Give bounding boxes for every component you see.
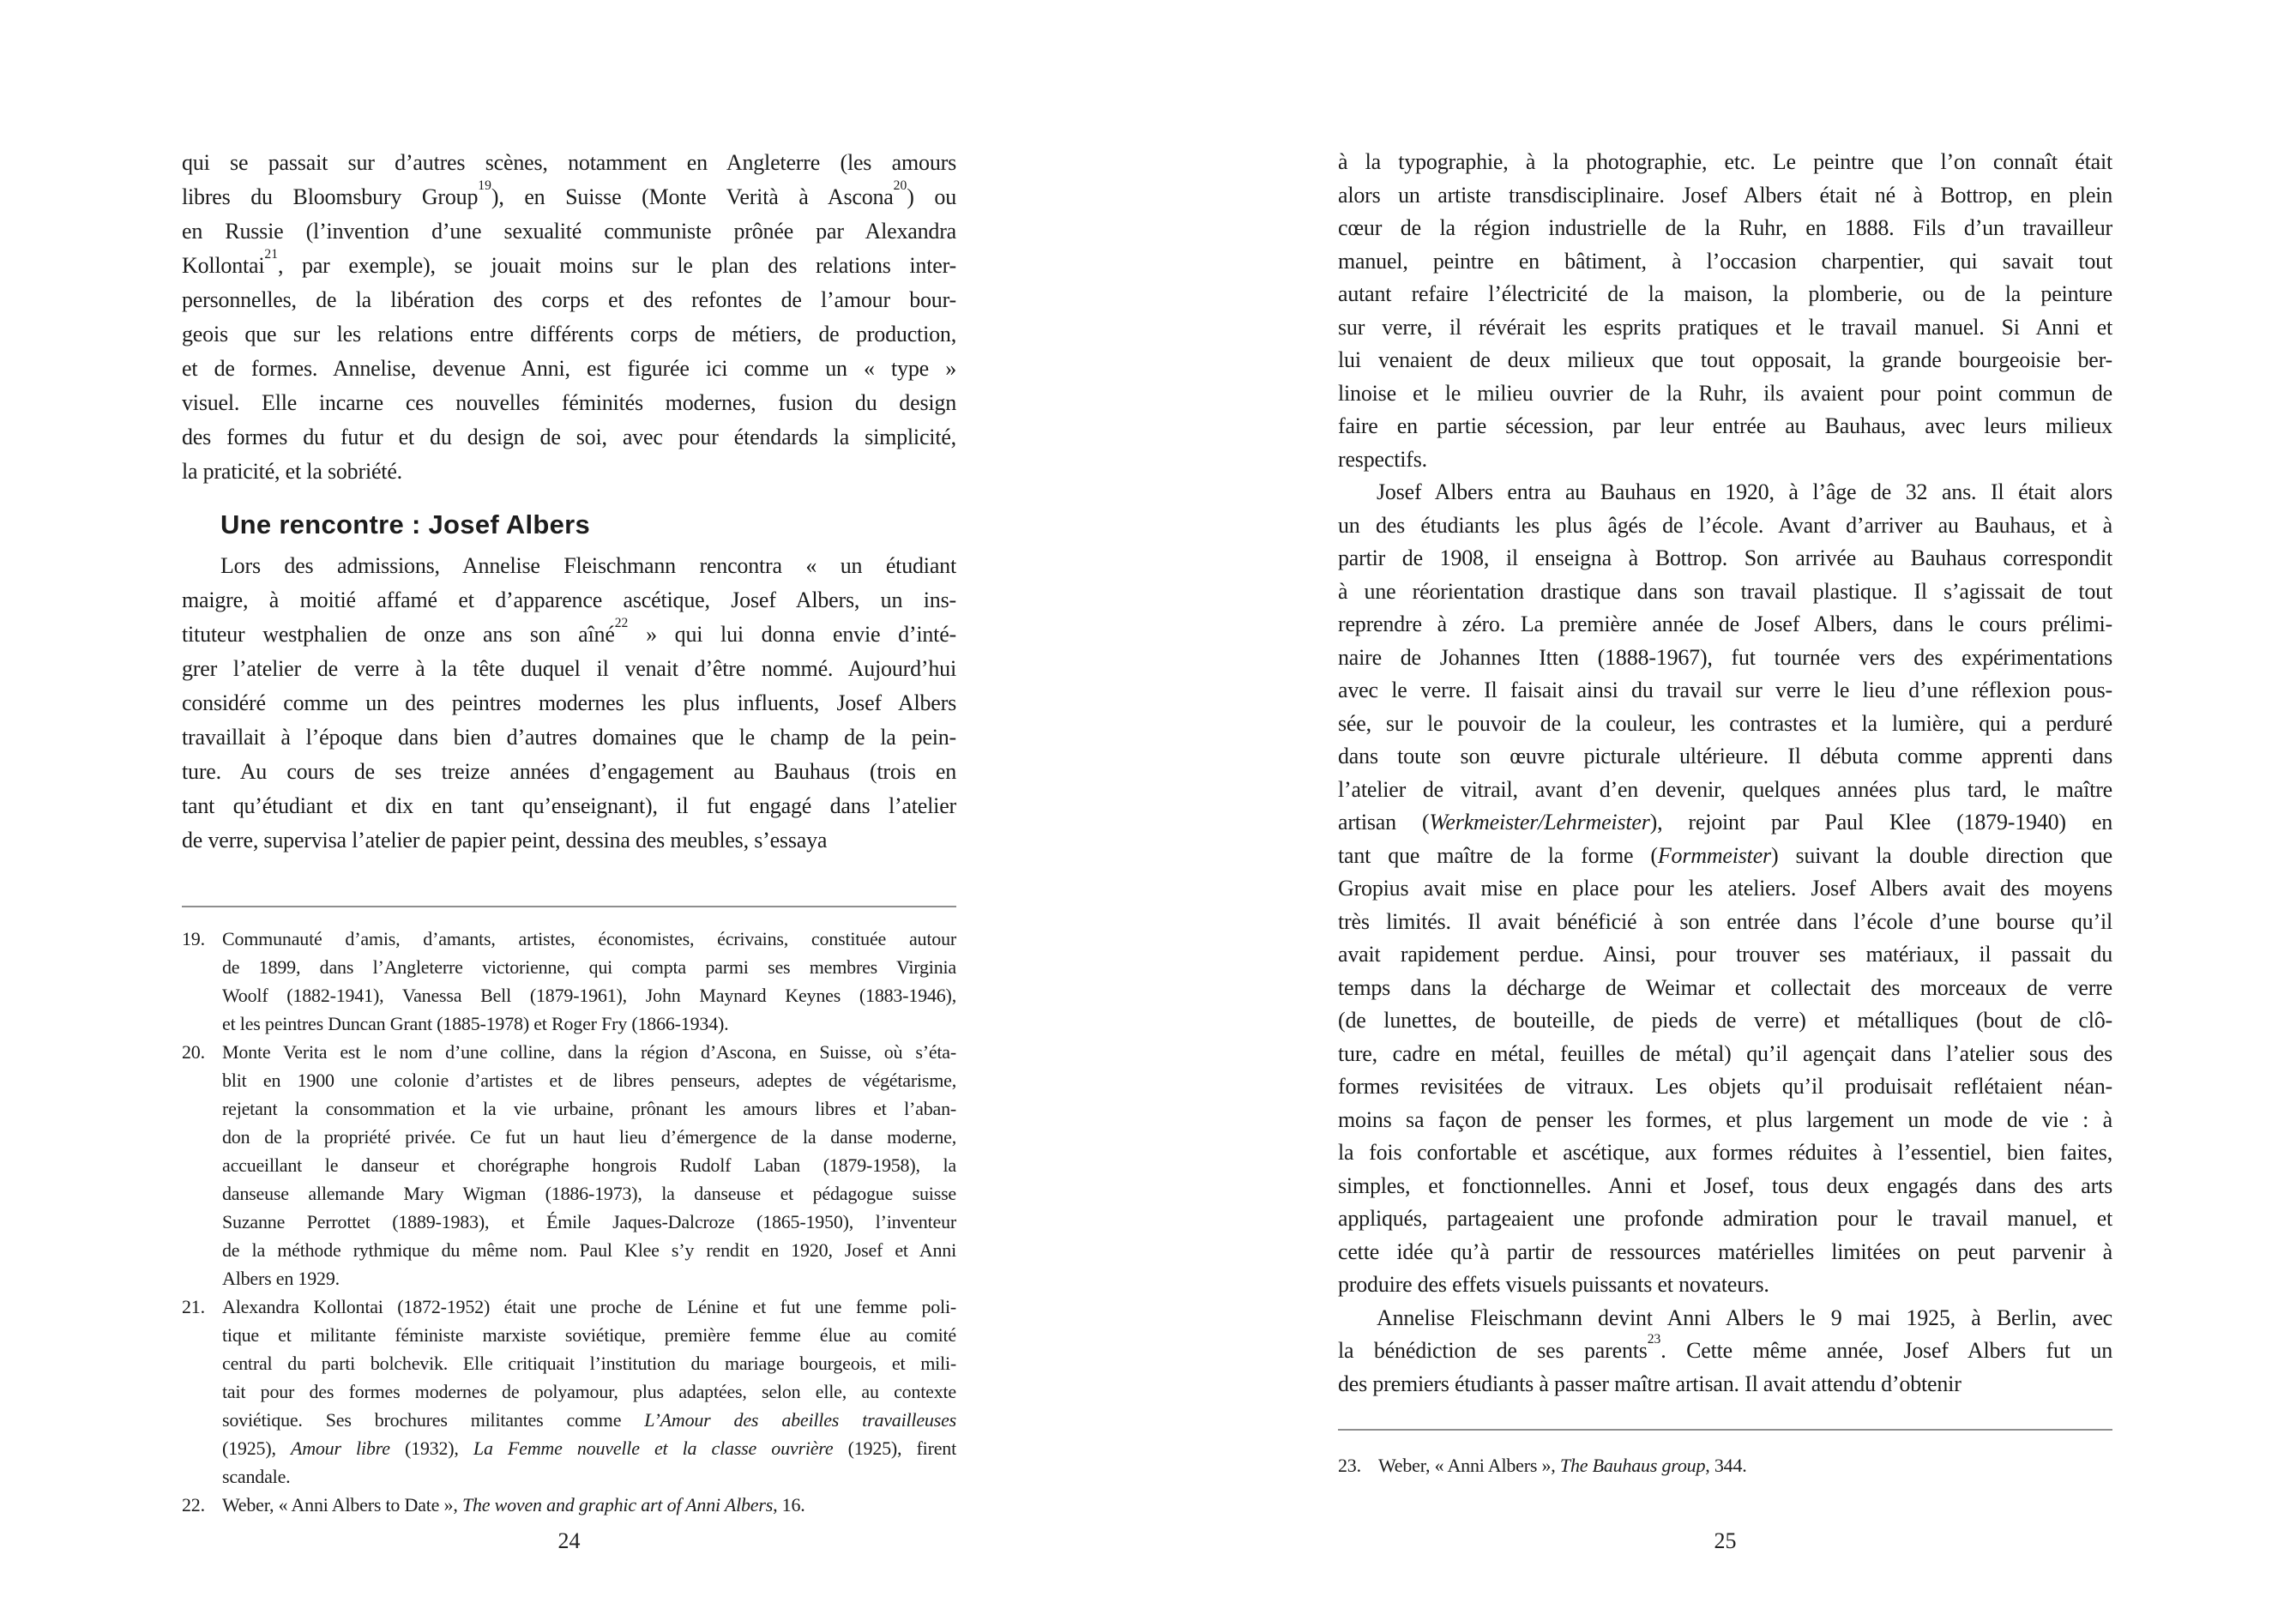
footnotes-right <box>1338 1429 2112 1479</box>
footnote <box>1338 1451 2112 1479</box>
footnote-number: 21. <box>182 1296 205 1317</box>
text-line: cœur de la région industrielle de la Ruhr, en 1888. Fils d’un travailleur <box>1338 215 2112 240</box>
footnote-line: accueillant le danseur et chorégraphe hongrois Rudolf Laban (1879-1958), la <box>222 1154 956 1176</box>
text-line: reprendre à zéro. La première année de Josef Albers, dans le cours prélimi- <box>1338 612 2112 636</box>
footnote-line: Monte Verita est le nom d’une colline, dans la région d’Ascona, en Suisse, où s’éta- <box>222 1041 956 1063</box>
text-line: Lors des admissions, Annelise Fleischmann rencontra « un étudiant <box>220 553 956 578</box>
text-line: l’atelier de vitrail, avant d’en devenir, quelques années plus tard, le maître <box>1338 776 2112 802</box>
text-line: maigre, à moitié affamé et d’apparence ascétique, Josef Albers, un ins- <box>182 588 956 612</box>
text-line: un des étudiants les plus âgés de l’école. Avant d’arriver au Bauhaus, et à <box>1338 512 2112 538</box>
text-line: Gropius avait mise en place pour les ateliers. Josef Albers avait des moyens <box>1338 876 2112 901</box>
footnote-line: blit en 1900 une colonie d’artistes et de libres penseurs, adeptes de végétarisme, <box>222 1070 956 1091</box>
footnote-number: 19. <box>182 928 205 949</box>
footnote <box>182 1038 956 1293</box>
text-line: et de formes. Annelise, devenue Anni, est figurée ici comme un « type » <box>182 356 956 381</box>
footnote-line: de la méthode rythmique du même nom. Paul Klee s’y rendit en 1920, Josef et Anni <box>222 1239 956 1261</box>
text-line: Annelise Fleischmann devint Anni Albers le 9 mai 1925, à Berlin, avec <box>1377 1305 2112 1330</box>
paragraph-continued <box>1338 146 2112 476</box>
footnotes-left <box>182 906 956 1519</box>
footnote-line: Weber, « Anni Albers », The Bauhaus group, 344. <box>1378 1455 1747 1476</box>
footnote <box>182 1491 956 1519</box>
footnote-line: soviétique. Ses brochures militantes comme L’Amour des abeilles travailleuses <box>222 1409 956 1431</box>
footnote-line: central du parti bolchevik. Elle critiquait l’institution du mariage bourgeois, et mili- <box>222 1353 956 1374</box>
text-line: linoise et le milieu ouvrier de la Ruhr, ils avaient pour point commun de <box>1338 380 2112 406</box>
text-line: personnelles, de la libération des corps et des refontes de l’amour bour- <box>182 287 956 312</box>
footnote-line: Woolf (1882-1941), Vanessa Bell (1879-1961), John Maynard Keynes (1883-1946), <box>222 985 956 1006</box>
text-line: Josef Albers entra au Bauhaus en 1920, à l’âge de 32 ans. Il était alors <box>1377 479 2112 504</box>
footnote-number: 22. <box>182 1494 205 1516</box>
footnote-line: de 1899, dans l’Angleterre victorienne, qui compta parmi ses membres Virginia <box>222 956 956 978</box>
footnote-line: Suzanne Perrottet (1889-1983), et Émile Jaques-Dalcroze (1865-1950), l’inventeur <box>222 1211 956 1232</box>
text-line: sur verre, il révérait les esprits pratiques et le travail manuel. Si Anni et <box>1338 314 2112 340</box>
text-line: dans toute son œuvre picturale ultérieure. Il débuta comme apprenti dans <box>1338 744 2112 768</box>
text-line: des formes du futur et du design de soi, avec pour étendards la simplicité, <box>182 425 956 449</box>
text-line: artisan (Werkmeister/Lehrmeister), rejoint par Paul Klee (1879-1940) en <box>1338 810 2112 835</box>
text-line: en Russie (l’invention d’une sexualité communiste prônée par Alexandra <box>182 219 956 244</box>
text-line: respectifs. <box>1338 446 1427 472</box>
page-right <box>1338 0 2112 1621</box>
text-line: naire de Johannes Itten (1888-1967), fut tournée vers des expérimentations <box>1338 644 2112 670</box>
footnote-number: 20. <box>182 1041 205 1063</box>
footnote-line: tait pour des formes modernes de polyamour, plus adaptées, selon elle, au contexte <box>222 1381 956 1402</box>
paragraph <box>1338 476 2112 1302</box>
text-line: faire en partie sécession, par leur entrée au Bauhaus, avec leurs milieux <box>1338 413 2112 438</box>
text-line: la bénédiction de ses parents$^{23}$. Cette même année, Josef Albers fut un <box>1338 1331 2112 1363</box>
text-line: cette idée qu’à partir de ressources matérielles limitées on peut parvenir à <box>1338 1238 2112 1264</box>
text-line: la fois confortable et ascétique, aux formes réduites à l’essentiel, bien faites, <box>1338 1140 2112 1165</box>
page-number-left: 24 <box>557 1528 581 1553</box>
footnote-line: scandale. <box>222 1466 291 1487</box>
text-line: à la typographie, à la photographie, etc. Le peintre que l’on connaît était <box>1338 149 2112 174</box>
text-line: avec le verre. Il faisait ainsi du travail sur verre le lieu d’une réflexion pous- <box>1338 678 2112 702</box>
text-line: partir de 1908, il enseigna à Bottrop. Son arrivée au Bauhaus correspondit <box>1338 545 2112 570</box>
text-line: des premiers étudiants à passer maître artisan. Il avait attendu d’obtenir <box>1338 1371 1962 1396</box>
text-line: moins sa façon de penser les formes, et plus largement un mode de vie : à <box>1338 1106 2112 1132</box>
text-line: travaillait à l’époque dans bien d’autres domaines que le champ de la pein- <box>182 725 956 750</box>
paragraph <box>182 549 956 858</box>
footnote-line: tique et militante féministe marxiste soviétique, première femme élue au comité <box>222 1324 956 1346</box>
page-left-body <box>182 146 956 858</box>
text-line: produire des effets visuels puissants et novateurs. <box>1338 1272 1769 1297</box>
text-line: simples, et fonctionnelles. Anni et Josef, tous deux engagés dans des arts <box>1338 1172 2112 1198</box>
text-line: Kollontai$^{21}$, par exemple), se jouait moins sur le plan des relations inter- <box>182 246 956 278</box>
text-line: autant refaire l’électricité de la maison, la plomberie, ou de la peinture <box>1338 281 2112 306</box>
page-right-body <box>1338 146 2112 1401</box>
footnote <box>182 1293 956 1491</box>
footnote-line: Alexandra Kollontai (1872-1952) était une proche de Lénine et fut une femme poli- <box>222 1296 956 1317</box>
text-line: considéré comme un des peintres modernes les plus influents, Josef Albers <box>182 690 956 715</box>
text-line: visuel. Elle incarne ces nouvelles féminités modernes, fusion du design <box>182 390 956 415</box>
text-line: manuel, peintre en bâtiment, à l’occasion charpentier, qui savait tout <box>1338 248 2112 274</box>
footnote-number: 23. <box>1338 1455 1361 1476</box>
text-line: à une réorientation drastique dans son travail plastique. Il s’agissait de tout <box>1338 578 2112 604</box>
footnote-line: danseuse allemande Mary Wigman (1886-1973), la danseuse et pédagogue suisse <box>222 1183 956 1204</box>
text-line: alors un artiste transdisciplinaire. Josef Albers était né à Bottrop, en plein <box>1338 182 2112 208</box>
footnote-line: Weber, « Anni Albers to Date », The woven and graphic art of Anni Albers, 16. <box>222 1494 805 1516</box>
text-line: sée, sur le pouvoir de la couleur, les contrastes et la lumière, qui a perduré <box>1338 710 2112 736</box>
footnote-line: rejetant la consommation et la vie urbaine, prônant les amours libres et l’aban- <box>222 1098 956 1119</box>
paragraph <box>1338 1302 2112 1401</box>
text-line: de verre, supervisa l’atelier de papier peint, dessina des meubles, s’essaya <box>182 828 828 853</box>
text-line: tant qu’étudiant et dix en tant qu’enseignant), il fut engagé dans l’atelier <box>182 793 956 818</box>
text-line: tant que maître de la forme (Formmeister) suivant la double direction que <box>1338 842 2112 868</box>
text-line: libres du Bloomsbury Group$^{19}$), en Suisse (Monte Verità à Ascona$^{20}$) ou <box>182 178 956 209</box>
footnote-line: (1925), Amour libre (1932), La Femme nouvelle et la classe ouvrière (1925), firent <box>222 1437 956 1459</box>
text-line: avait rapidement perdue. Ainsi, pour trouver ses matériaux, il passait du <box>1338 942 2112 967</box>
footnote-line: et les peintres Duncan Grant (1885-1978) et Roger Fry (1866-1934). <box>222 1013 729 1034</box>
paragraph-continued <box>182 146 956 489</box>
text-line: tituteur westphalien de onze ans son aîné$^{22}$ » qui lui donna envie d’inté- <box>182 615 956 647</box>
text-line: la praticité, et la sobriété. <box>182 459 402 484</box>
page-left <box>182 0 956 1621</box>
page-number-right: 25 <box>1714 1528 1737 1553</box>
text-line: grer l’atelier de verre à la tête duquel il venait d’être nommé. Aujourd’hui <box>182 656 956 681</box>
text-line: temps dans la décharge de Weimar et collectait des morceaux de verre <box>1338 974 2112 1000</box>
footnote-line: Communauté d’amis, d’amants, artistes, économistes, écrivains, constituée autour <box>222 928 956 949</box>
text-line: geois que sur les relations entre différents corps de métiers, de production, <box>182 322 956 346</box>
section-heading: Une rencontre : Josef Albers <box>220 509 591 539</box>
text-line: qui se passait sur d’autres scènes, notamment en Angleterre (les amours <box>182 150 956 175</box>
text-line: (de lunettes, de bouteille, de pieds de verre) et métalliques (bout de clô- <box>1338 1008 2112 1033</box>
text-line: ture, cadre en métal, feuilles de métal) qu’il agençait dans l’atelier sous des <box>1338 1040 2112 1066</box>
footnote-line: Albers en 1929. <box>222 1268 340 1289</box>
footnote-line: don de la propriété privée. Ce fut un haut lieu d’émergence de la danse moderne, <box>222 1126 956 1148</box>
text-line: lui venaient de deux milieux que tout opposait, la grande bourgeoisie ber- <box>1338 347 2112 372</box>
text-line: formes revisitées de vitraux. Les objets qu’il produisait reflétaient néan- <box>1338 1074 2112 1099</box>
text-line: très limités. Il avait bénéficié à son entrée dans l’école d’une bourse qu’il <box>1338 908 2112 934</box>
text-line: ture. Au cours de ses treize années d’engagement au Bauhaus (trois en <box>182 759 956 784</box>
footnote <box>182 925 956 1038</box>
text-line: appliqués, partageaient une profonde admiration pour le travail manuel, et <box>1338 1206 2112 1231</box>
